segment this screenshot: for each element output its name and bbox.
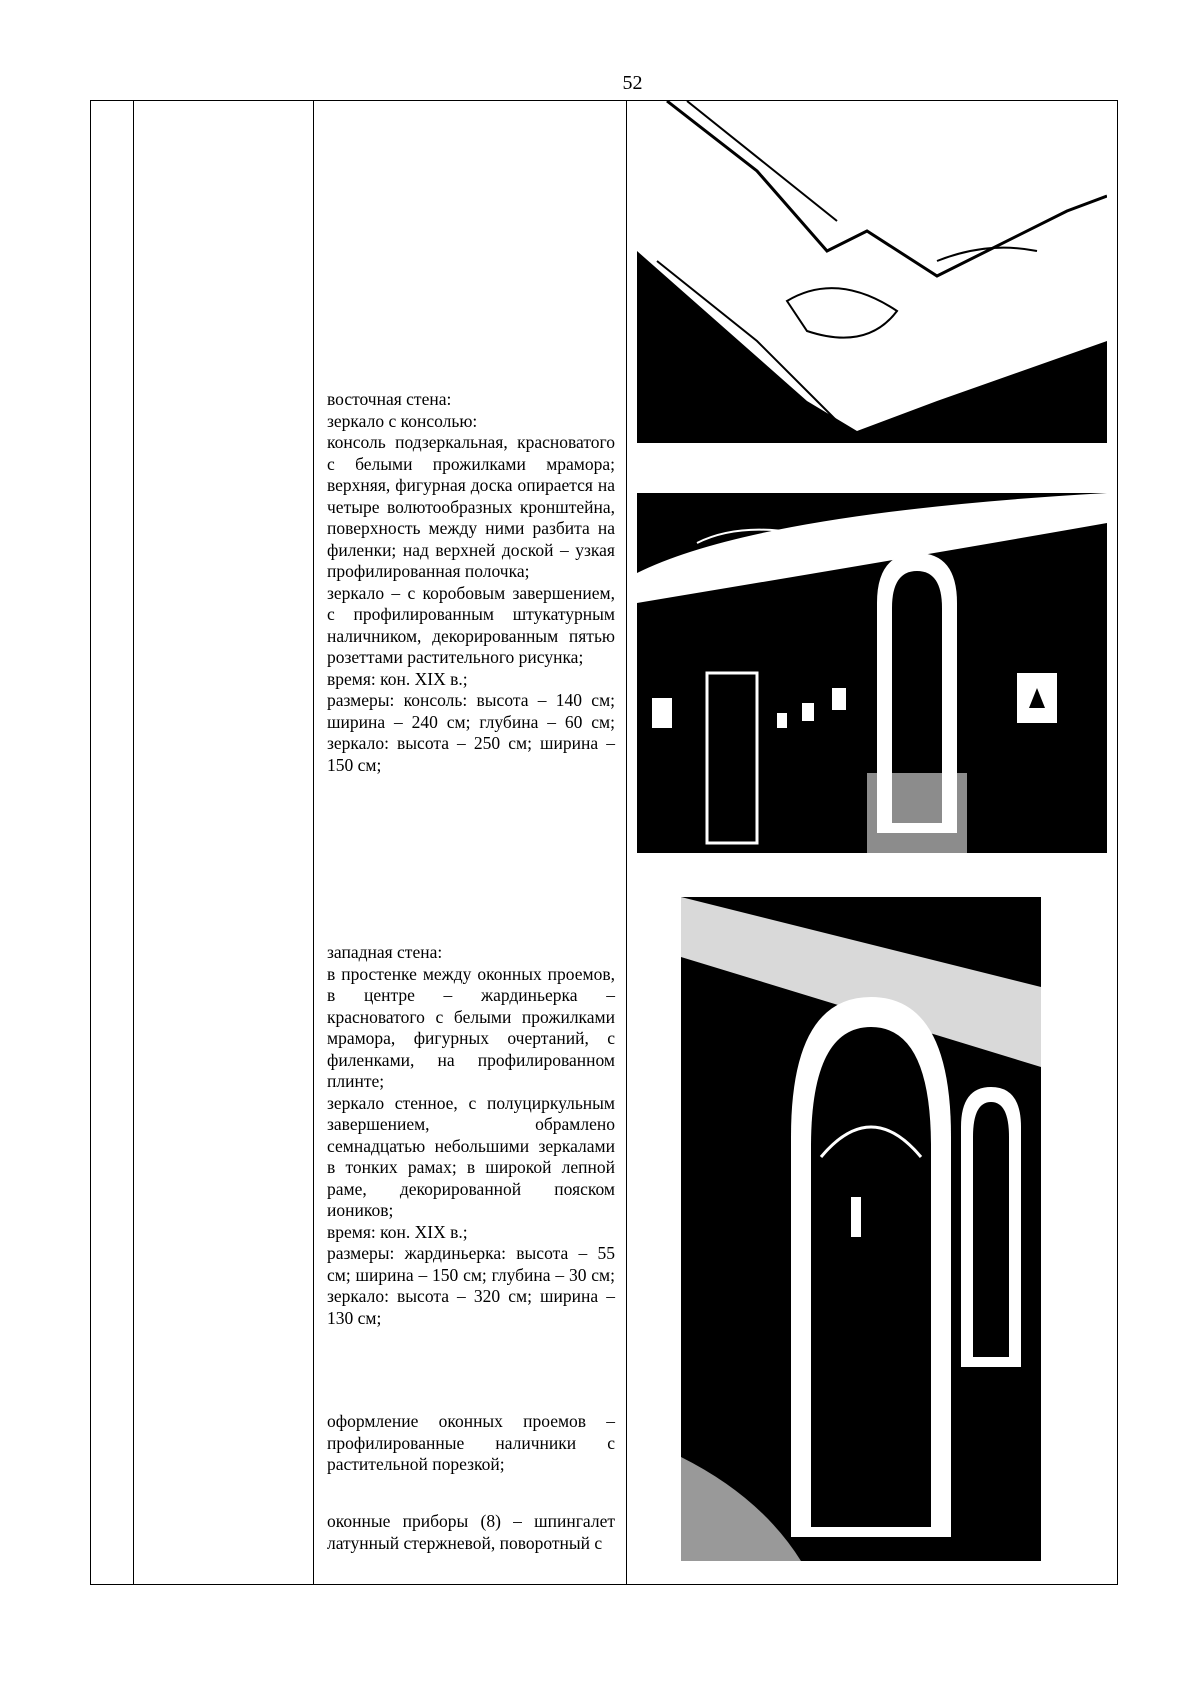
inventory-table <box>90 100 1118 1585</box>
east-wall-mirror-title: зеркало с консолью: <box>327 410 478 431</box>
east-wall-dimensions: размеры: консоль: высота – 140 см; ширина – 240 см; глубина – 60 см; зеркало: высота – 250 см; ширина – 150 см; <box>327 690 615 775</box>
west-wall-heading: западная стена: <box>327 942 443 962</box>
page-number: 52 <box>622 72 643 94</box>
room-with-mirror-photo <box>637 493 1107 853</box>
west-wall-description <box>327 942 615 1329</box>
west-wall-jardiniere: в простенке между оконных проемов, в центре – жардиньерка – красноватого с белыми прожилками мрамора, фигурных очертаний, с филенками, на профилированном плинте; <box>327 963 615 1091</box>
west-wall-mirror: зеркало стенное, с полуциркульным завершением, обрамлено семнадцатью небольшими зеркалами в тонких рамах; в широкой лепной раме, декорированной пояском иоников; <box>327 1092 615 1220</box>
column-divider-2 <box>313 101 314 1584</box>
windows-description: оформление оконных проемов – профилированные наличники с растительной порезкой; <box>327 1411 615 1474</box>
column-divider-1 <box>133 101 134 1584</box>
west-wall-time: время: кон. XIX в.; <box>327 1221 468 1242</box>
east-wall-time: время: кон. XIX в.; <box>327 668 468 689</box>
window-devices-description: оконные приборы (8) – шпингалет латунный стержневой, поворотный с <box>327 1511 615 1553</box>
east-wall-heading: восточная стена: <box>327 389 452 409</box>
east-wall-console: консоль подзеркальная, красноватого с белыми прожилками мрамора; верхняя, фигурная доска опирается на четыре волютообразных кронштейна, поверхность между ними разбита на филенки; над верхней доской – узкая профилированная полочка; <box>327 432 615 581</box>
east-wall-description <box>327 389 615 776</box>
east-wall-mirror: зеркало – с коробовым завершением, с профилированным штукатурным наличником, декорированным пятью розеттами растительного рисунка; <box>327 582 615 667</box>
arched-mirror-photo <box>681 897 1041 1561</box>
ceiling-molding-photo <box>637 101 1107 443</box>
west-wall-dimensions: размеры: жардиньерка: высота – 55 см; ширина – 150 см; глубина – 30 см; зеркало: высота – 320 см; ширина – 130 см; <box>327 1243 615 1328</box>
column-divider-3 <box>626 101 627 1584</box>
